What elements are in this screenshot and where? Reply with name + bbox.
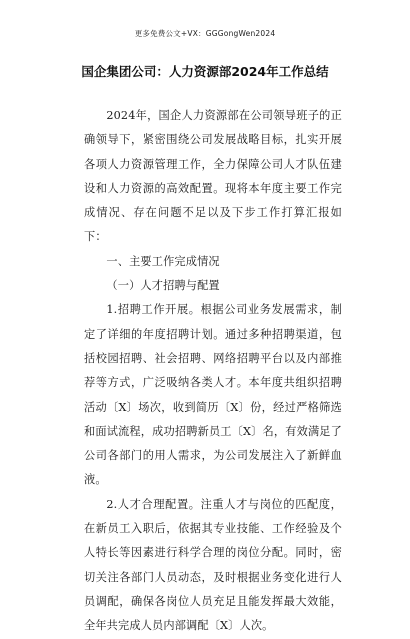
document-title: 国企集团公司：人力资源部2024年工作总结 — [81, 64, 329, 79]
document-body — [84, 104, 342, 639]
paragraph-recruitment: 1.招聘工作开展。根据公司业务发展需求，制定了详细的年度招聘计划。通过多种招聘渠道，包括校园招聘、社会招聘、网络招聘平台以及内部推荐等方式，广泛吸纳各类人才。本年度共组织招聘活动〔X〕场次，收到简历〔X〕份，经过严格筛选和面试流程，成功招聘新员工〔X〕名，有效满足了公司各部门的用人需求，为公司发展注入了新鲜血液。 — [84, 303, 342, 487]
header-note: 更多免费公文+VX：GGGongWen2024 — [134, 29, 276, 38]
paragraph-allocation: 2.人才合理配置。注重人才与岗位的匹配度，在新员工入职后，依据其专业技能、工作经验及个人特长等因素进行科学合理的岗位分配。同时，密切关注各部门人员动态，及时根据业务变化进行人员调配，确保各岗位人员充足且能发挥最大效能，全年共完成人员内部调配〔X〕人次。 — [84, 497, 342, 633]
section-heading-main-work: 一、主要工作完成情况 — [106, 254, 220, 268]
intro-paragraph: 2024年，国企人力资源部在公司领导班子的正确领导下，紧密围绕公司发展战略目标，扎实开展各项人力资源管理工作，全力保障公司人才队伍建设和人力资源的高效配置。现将本年度主要工作完成情况、存在问题不足以及下步工作打算汇报如下： — [84, 109, 342, 244]
subsection-heading-recruitment: （一）人才招聘与配置 — [106, 279, 220, 293]
